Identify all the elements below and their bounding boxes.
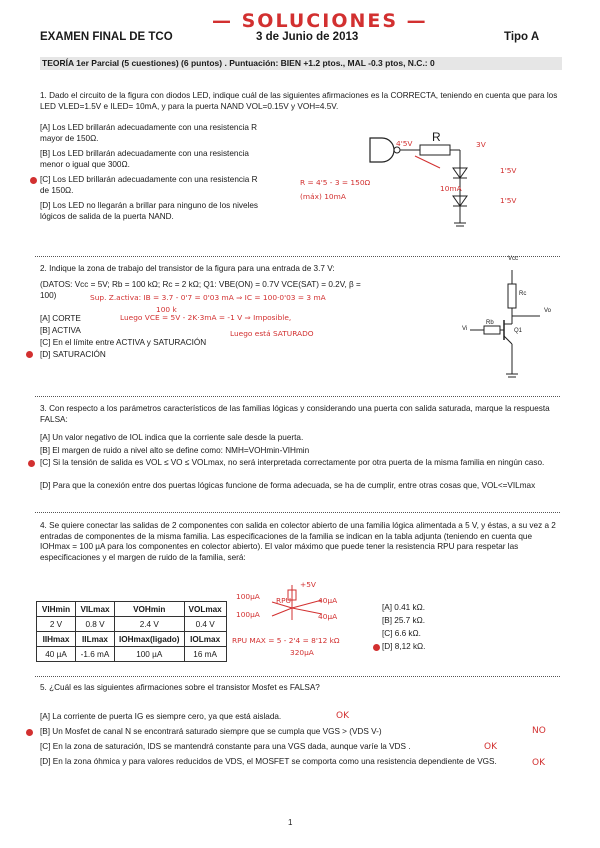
q1-current-label: 10mA bbox=[440, 184, 462, 193]
q5-mark-c: OK bbox=[484, 742, 497, 752]
q4-i3-label: 40µA bbox=[318, 596, 338, 605]
spec-cell: 0.8 V bbox=[76, 617, 115, 632]
spec-head: IOLmax bbox=[184, 632, 226, 647]
q2-rc-label: Rc bbox=[519, 291, 527, 297]
separator bbox=[35, 396, 560, 397]
q5-option-b: [B] Un Mosfet de canal N se encontrará saturado siempre que se cumpla que VGS > (VDS V-) bbox=[40, 727, 382, 736]
q1-vcc-label: 4'5V bbox=[396, 139, 413, 148]
q4-option-c: [C] 6.6 kΩ. bbox=[382, 629, 421, 638]
spec-cell: 0.4 V bbox=[184, 617, 226, 632]
q2-calc-line2: Luego VCE = 5V - 2K·3mA = -1 V ⇒ Imposible, bbox=[120, 313, 292, 322]
spec-cell: 40 µA bbox=[37, 647, 76, 662]
answer-mark-dot bbox=[28, 460, 35, 467]
q3-option-a: [A] Un valor negativo de IOL indica que la corriente sale desde la puerta. bbox=[40, 433, 304, 442]
spec-head: VOLmax bbox=[184, 602, 226, 617]
q4-option-a: [A] 0.41 kΩ. bbox=[382, 603, 425, 612]
q5-mark-a: OK bbox=[336, 711, 349, 721]
spec-cell: 16 mA bbox=[184, 647, 226, 662]
answer-mark-dot bbox=[26, 351, 33, 358]
q2-vcc-label: Vcc bbox=[508, 256, 519, 262]
q5-mark-b: NO bbox=[532, 726, 546, 736]
q3-option-d: [D] Para que la conexión entre dos puertas lógicas funcione de forma adecuada, se ha de cumplir, entre otras cosas que, VOL<=VILmax bbox=[40, 481, 536, 490]
q4-i1-label: 100µA bbox=[236, 592, 260, 601]
q2-calc-line1: Sup. Z.activa: IB = 3.7 - 0'7 = 0'03 mA ⇒ IC = 100·0'03 = 3 mA bbox=[90, 293, 326, 302]
exam-title: EXAMEN FINAL DE TCO bbox=[40, 31, 173, 43]
q2-option-a: [A] CORTE bbox=[40, 314, 81, 323]
spec-cell: -1.6 mA bbox=[76, 647, 115, 662]
q4-option-d: [D] 8,12 kΩ. bbox=[382, 642, 426, 651]
q4-calc-line1: RPU MAX = 5 - 2'4 = 8'12 kΩ bbox=[232, 636, 340, 645]
question-2-text: 2. Indique la zona de trabajo del transistor de la figura para una entrada de 3.7 V: bbox=[40, 264, 335, 273]
question-1-text: 1. Dado el circuito de la figura con diodos LED, indique cuál de las siguientes afirmaciones es la CORRECTA, teniendo en cuenta que para los LED VLED=1.5V e ILED= 10mA, y para la puerta NAND VOL=0.15V y VOH=4.5V. bbox=[40, 91, 558, 111]
q1-led-circuit bbox=[360, 128, 510, 238]
q1-calc-line1: R = 4'5 - 3 = 150Ω bbox=[300, 178, 371, 187]
q1-option-a: [A] Los LED brillarán adecuadamente con una resistencia R mayor de 150Ω. bbox=[40, 123, 258, 143]
spec-head: IILmax bbox=[76, 632, 115, 647]
q2-calc-line3: Luego está SATURADO bbox=[230, 329, 314, 338]
q1-3v-label: 3V bbox=[476, 140, 486, 149]
q4-i2-label: 100µA bbox=[236, 610, 260, 619]
spec-head: VIHmin bbox=[37, 602, 76, 617]
q2-option-b: [B] ACTIVA bbox=[40, 326, 81, 335]
q1-led1-voltage: 1'5V bbox=[500, 166, 517, 175]
q2-option-d: [D] SATURACIÓN bbox=[40, 350, 106, 359]
q3-option-b: [B] El margen de ruido a nivel alto se define como: NMH=VOHmin-VIHmin bbox=[40, 446, 310, 455]
answer-mark-dot bbox=[373, 644, 380, 651]
exam-date: 3 de Junio de 2013 bbox=[256, 31, 359, 43]
question-4-text: 4. Se quiere conectar las salidas de 2 componentes con salida en colector abierto de una familia lógica alimentada a 5 V, y éstas, a su vez a 2 entradas de componentes de la misma familia. Las especificaciones de la familia se indican en la tabla adjunta (teniendo en cuenta que IOHmax = 100 µA para los componentes en colector abierto). El valor máximo que puede tener la resistencia RPU para respetar las especificaciones y el margen de ruido de la familia, será: bbox=[40, 521, 556, 562]
q2-data-line: (DATOS: Vcc = 5V; Rb = 100 kΩ; Rc = 2 kΩ; Q1: VBE(ON) = 0.7V VCE(SAT) = 0.2V, β = 100) bbox=[40, 280, 361, 300]
answer-mark-dot bbox=[30, 177, 37, 184]
spec-cell: 100 µA bbox=[115, 647, 185, 662]
spec-head: IOHmax(ligado) bbox=[115, 632, 185, 647]
separator bbox=[35, 512, 560, 513]
q1-option-d: [D] Los LED no llegarán a brillar para ninguno de los niveles lógicos de salida de la puerta NAND. bbox=[40, 201, 259, 221]
q2-q-label: Q1 bbox=[514, 328, 523, 334]
separator bbox=[35, 676, 560, 677]
spec-head: VOHmin bbox=[115, 602, 185, 617]
q1-r-label: R bbox=[432, 130, 441, 144]
q2-rb-label: Rb bbox=[486, 320, 494, 326]
solutions-handwritten: — SOLUCIONES — bbox=[212, 10, 428, 32]
q2-vi-label: Vi bbox=[462, 326, 468, 332]
separator bbox=[35, 256, 560, 257]
question-5-text: 5. ¿Cuál es las siguientes afirmaciones sobre el transistor Mosfet es FALSA? bbox=[40, 683, 320, 692]
spec-head: VILmax bbox=[76, 602, 115, 617]
q4-option-b: [B] 25.7 kΩ. bbox=[382, 616, 425, 625]
q4-i4-label: 40µA bbox=[318, 612, 338, 621]
q1-led2-voltage: 1'5V bbox=[500, 196, 517, 205]
q2-calc-line1b: 100 k bbox=[156, 305, 177, 314]
question-3-text: 3. Con respecto a los parámetros característicos de las familias lógicas y considerando una puerta con salida saturada, marque la respuesta FALSA: bbox=[40, 404, 550, 424]
spec-table bbox=[36, 601, 227, 662]
q2-option-c: [C] En el límite entre ACTIVA y SATURACIÓN bbox=[40, 338, 207, 347]
answer-mark-dot bbox=[26, 729, 33, 736]
q5-option-a: [A] La corriente de puerta IG es siempre cero, ya que está aislada. bbox=[40, 712, 282, 721]
q1-option-c: [C] Los LED brillarán adecuadamente con una resistencia R de 150Ω. bbox=[40, 175, 258, 195]
q2-vo-label: Vo bbox=[544, 308, 552, 314]
spec-head: IIHmax bbox=[37, 632, 76, 647]
q3-option-c: [C] Si la tensión de salida es VOL ≤ VO ≤ VOLmax, no será interpretada correctamente por otra puerta de la misma familia en ningún caso. bbox=[40, 458, 545, 467]
q4-vcc-label: +5V bbox=[300, 580, 316, 589]
q5-option-c: [C] En la zona de saturación, IDS se mantendrá constante para una VGS dada, aunque varíe la VDS . bbox=[40, 742, 411, 751]
q5-option-d: [D] En la zona óhmica y para valores reducidos de VDS, el MOSFET se comporta como una resistencia dependiente de VGS. bbox=[40, 757, 497, 766]
exam-version: Tipo A bbox=[504, 31, 540, 43]
q4-calc-line2: 320µA bbox=[290, 648, 314, 657]
q2-transistor-circuit bbox=[470, 262, 570, 392]
q4-rpu-label: RPU bbox=[276, 596, 292, 605]
spec-cell: 2 V bbox=[37, 617, 76, 632]
q5-mark-d: OK bbox=[532, 758, 545, 768]
q1-option-b: [B] Los LED brillarán adecuadamente con una resistencia menor o igual que 300Ω. bbox=[40, 149, 249, 169]
page-number: 1 bbox=[288, 818, 293, 827]
theory-bar: TEORÍA 1er Parcial (5 cuestiones) (6 puntos) . Puntuación: BIEN +1.2 ptos., MAL -0.3 ptos, N.C.: 0 bbox=[40, 57, 562, 70]
spec-cell: 2.4 V bbox=[115, 617, 185, 632]
q1-calc-line2: (máx) 10mA bbox=[300, 192, 346, 201]
